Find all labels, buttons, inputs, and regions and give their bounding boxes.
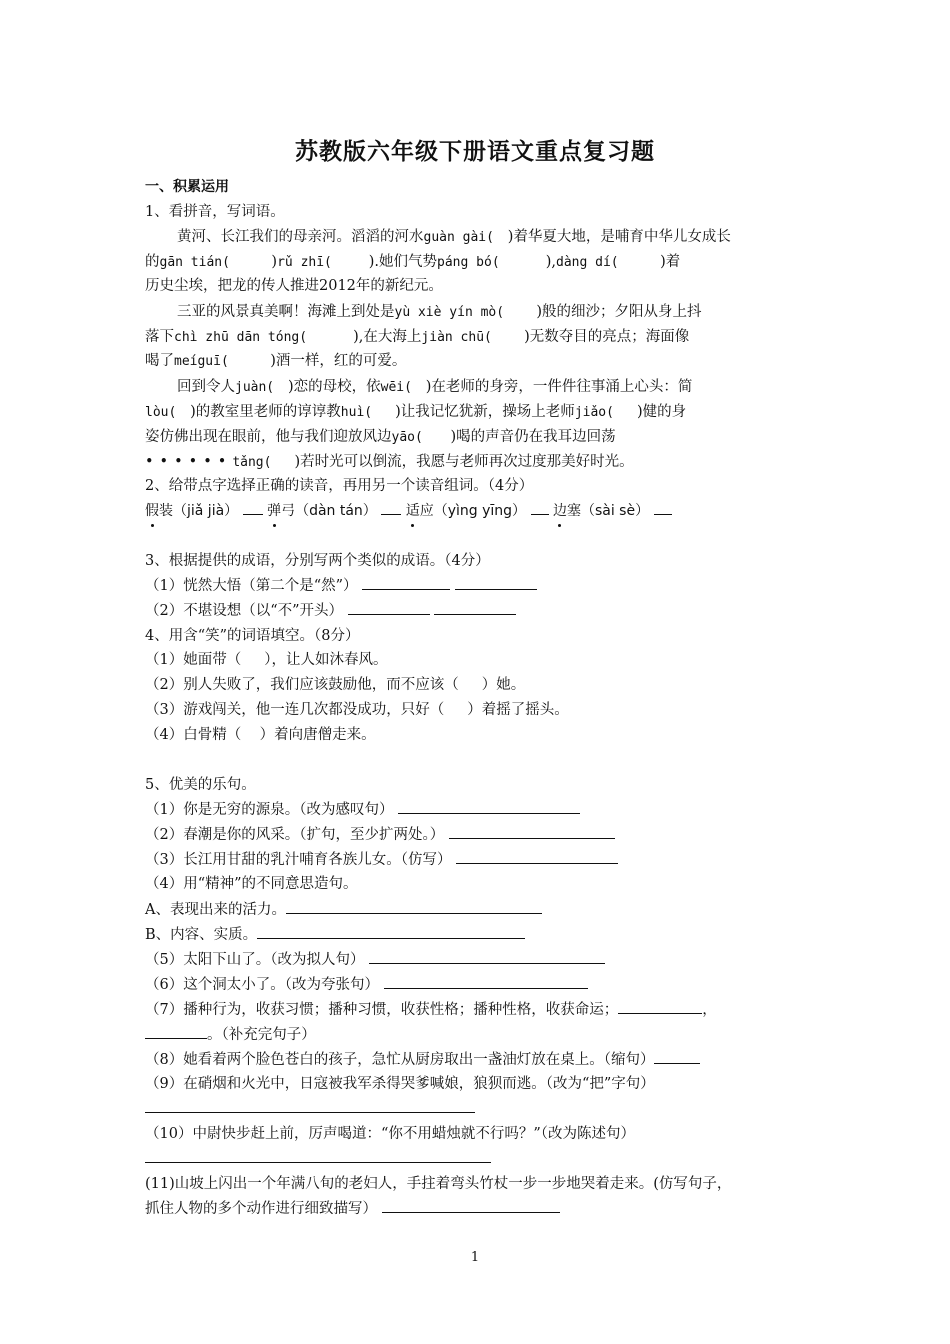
- q1-p3-line1: 回到令人juàn( )恋的母校，依wēi( )在老师的身旁，一件件往事涌上心头：简: [177, 379, 693, 395]
- q5-line6: （6）这个洞太小了。（改为夸张句）: [145, 974, 588, 995]
- q3-line2: （2）不堪设想（以“不”开头）: [145, 600, 516, 621]
- q3-line1: （1）恍然大悟（第二个是“然”）: [145, 575, 537, 596]
- q5-line7b: 。（补充完句子）: [145, 1024, 316, 1045]
- q2-heading: 2、给带点字选择正确的读音，再用另一个读音组词。（4分）: [145, 478, 534, 494]
- q1-p3-line4: ••••••tǎng( )若时光可以倒流，我愿与老师再次过度那美好时光。: [145, 454, 634, 470]
- q2-items: 假装（jiǎ jià） 弹弓（dàn tán） 适应（yìng yīng） 边塞（sài sè）: [145, 500, 672, 521]
- q1-p1-line3: 历史尘埃，把龙的传人推进2012年的新纪元。: [145, 278, 443, 294]
- page-title: 苏教版六年级下册语文重点复习题: [295, 139, 655, 165]
- q5-line-b: B、内容、实质。: [145, 924, 525, 945]
- q3-heading: 3、根据提供的成语，分别写两个类似的成语。（4分）: [145, 553, 490, 569]
- q5-line11b: 抓住人物的多个动作进行细致描写）: [145, 1198, 560, 1219]
- q4-line2: （2）别人失败了，我们应该鼓励他，而不应该（ ）她。: [145, 677, 526, 693]
- q1-p3-line3: 姿仿佛出现在眼前，他与我们迎放风边yāo( )喝的声音仍在我耳边回荡: [145, 429, 616, 445]
- q1-p2-line3: 喝了meíguī( )酒一样，红的可爱。: [145, 353, 407, 369]
- q1-p2-line1: 三亚的风景真美啊！海滩上到处是yù xiè yín mò( )般的细沙；夕阳从身上抖: [177, 304, 702, 320]
- q5-line9: （9）在硝烟和火光中，日寇被我军杀得哭爹喊娘，狼狈而逃。（改为“把”字句）: [145, 1076, 655, 1092]
- q4-line1: （1）她面带（ ），让人如沐春风。: [145, 652, 388, 668]
- q5-line4: （4）用“精神”的不同意思造句。: [145, 876, 358, 892]
- q5-line1: （1）你是无穷的源泉。（改为感叹句）: [145, 799, 580, 820]
- q5-line10-answer: [145, 1148, 491, 1169]
- page-number: 1: [470, 1250, 480, 1265]
- section-heading: 一、积累运用: [145, 179, 229, 195]
- q1-p1-line2: 的gān tián( )rǔ zhī( ).她们气势páng bó( ),dàng dí( )着: [145, 254, 681, 270]
- q5-line10: （10）中尉快步赶上前，厉声喝道：“你不用蜡烛就不行吗？”（改为陈述句）: [145, 1126, 636, 1142]
- q5-line8: （8）她看着两个脸色苍白的孩子，急忙从厨房取出一盏油灯放在桌上。（缩句）: [145, 1049, 700, 1070]
- q1-heading: 1、看拼音，写词语。: [145, 204, 285, 220]
- q4-line4: （4）白骨精（ ）着向唐僧走来。: [145, 727, 376, 743]
- q4-line3: （3）游戏闯关，他一连几次都没成功，只好（ ）着摇了摇头。: [145, 702, 569, 718]
- q5-line9-answer: [145, 1098, 475, 1119]
- q5-line5: （5）太阳下山了。（改为拟人句）: [145, 949, 605, 970]
- q5-line-a: A、表现出来的活力。: [145, 899, 542, 920]
- q1-p2-line2: 落下chì zhū dān tóng( ),在大海上jiàn chū( )无数夺目的亮点；海面像: [145, 329, 690, 345]
- q4-heading: 4、用含“笑”的词语填空。（8分）: [145, 628, 360, 644]
- q5-line11a: (11)山坡上闪出一个年满八旬的老妇人，手拄着弯头竹杖一步一步地哭着走来。(仿写句子，: [145, 1176, 732, 1192]
- q5-line2: （2）春潮是你的风采。（扩句，至少扩两处。）: [145, 824, 615, 845]
- q5-heading: 5、优美的乐句。: [145, 777, 256, 793]
- q1-p1-line1: 黄河、长江我们的母亲河。滔滔的河水guàn gài( )着华夏大地，是哺育中华儿女成长: [177, 229, 731, 245]
- q5-line3: （3）长江用甘甜的乳汁哺育各族儿女。（仿写）: [145, 849, 618, 870]
- q5-line7a: （7）播种行为，收获习惯；播种习惯，收获性格；播种性格，收获命运； ，: [145, 999, 717, 1020]
- q1-p3-line2: lòu( )的教室里老师的谆谆教huì( )让我记忆犹新，操场上老师jiǎo( )健的身: [145, 404, 687, 420]
